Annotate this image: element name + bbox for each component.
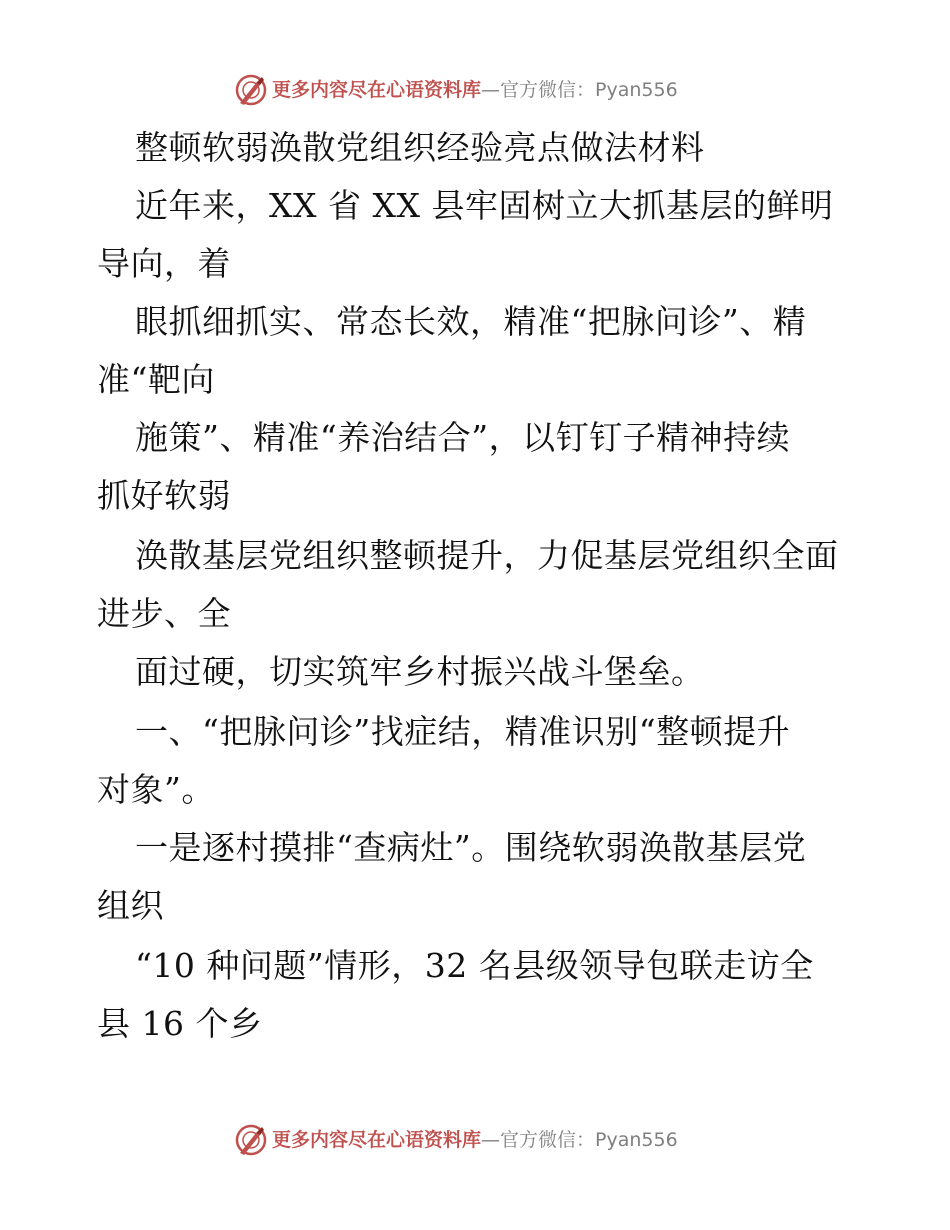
banner-contact-text: —官方微信：Pyan556 xyxy=(481,79,678,101)
footer-banner xyxy=(0,1120,950,1160)
paragraph-line: 准“靶向 xyxy=(97,360,215,399)
paragraph-line: “10 种问题”情形，32 名县级领导包联走访全 xyxy=(135,946,814,985)
paragraph-line: 施策”、精准“养治结合”，以钉钉子精神持续 xyxy=(135,418,791,457)
section-heading-continued: 对象”。 xyxy=(97,770,215,809)
paragraph-line: 涣散基层党组织整顿提升，力促基层党组织全面 xyxy=(135,536,839,575)
banner-contact-text: —官方微信：Pyan556 xyxy=(481,1129,678,1151)
paragraph-line: 面过硬，切实筑牢乡村振兴战斗堡垒。 xyxy=(135,652,705,691)
paragraph-line: 组织 xyxy=(97,886,164,925)
paragraph-line: 进步、全 xyxy=(97,594,231,633)
banner-text xyxy=(272,1128,678,1152)
section-heading: 一、“把脉问诊”找症结，精准识别“整顿提升 xyxy=(135,712,791,751)
paragraph-line: 导向，着 xyxy=(97,244,231,283)
paragraph-line: 近年来，XX 省 XX 县牢固树立大抓基层的鲜明 xyxy=(135,186,834,225)
pen-logo-icon xyxy=(234,1123,268,1157)
paragraph-line: 眼抓细抓实、常态长效，精准“把脉问诊”、精 xyxy=(135,302,807,341)
banner-site-text: 更多内容尽在心语资料库 xyxy=(272,79,482,101)
paragraph-line: 抓好软弱 xyxy=(97,476,231,515)
paragraph-line: 一是逐村摸排“查病灶”。围绕软弱涣散基层党 xyxy=(135,828,807,867)
banner-site-text: 更多内容尽在心语资料库 xyxy=(272,1129,482,1151)
paragraph-line: 县 16 个乡 xyxy=(97,1004,263,1043)
document-title: 整顿软弱涣散党组织经验亮点做法材料 xyxy=(135,128,705,167)
